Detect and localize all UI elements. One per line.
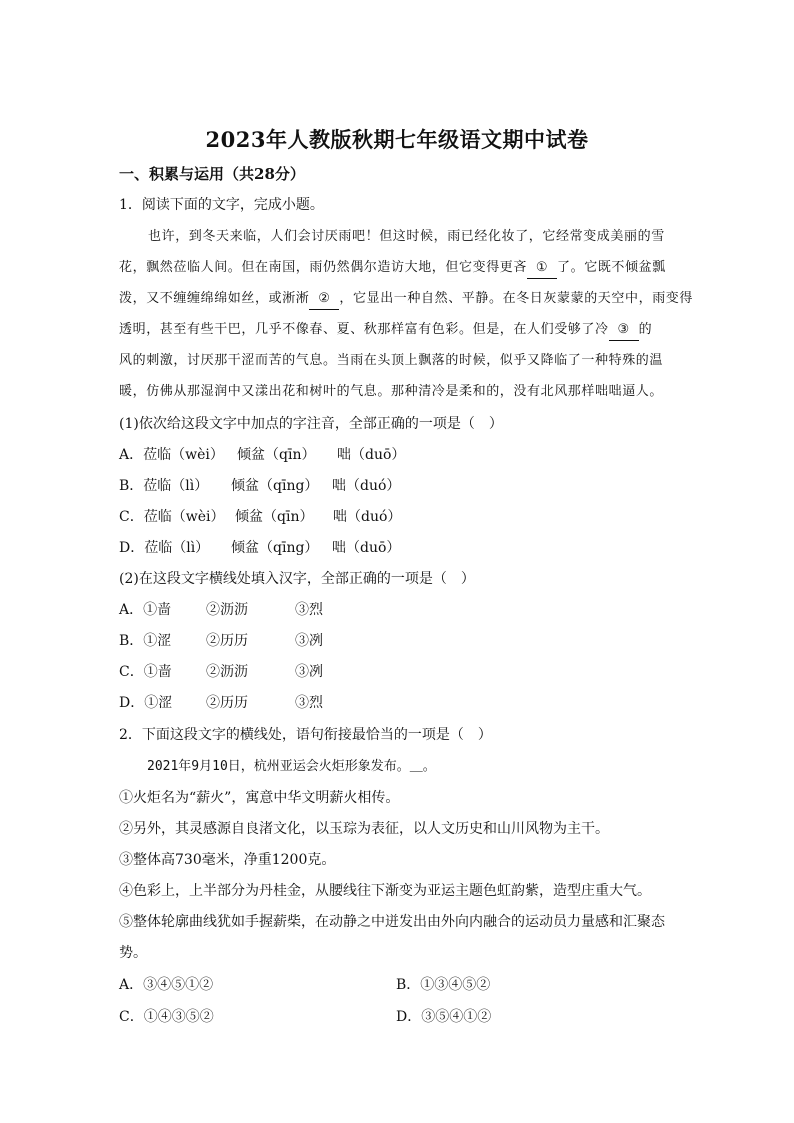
answer-option-c[interactable]: C．①④③⑤② (119, 1009, 214, 1025)
option-part: 咄（duō） (337, 447, 406, 463)
option-part: D．①涩 (119, 695, 173, 711)
passage-text: 泼，又不缠缠绵绵如丝，或淅淅 (119, 291, 310, 306)
answer-option[interactable] (119, 600, 323, 620)
answer-option[interactable] (119, 631, 323, 651)
option-part: ③烈 (295, 602, 323, 618)
sentence-item: ④色彩上，上半部分为丹桂金，从腰线往下渐变为亚运主题色虹韵紫，造型庄重大气。 (119, 883, 651, 899)
option-part: 倾盆（qīng） (231, 478, 319, 494)
answer-option-b[interactable]: B．①③④⑤② (396, 977, 491, 993)
sentence-item: ③整体高730毫米，净重1200克。 (119, 852, 336, 868)
sentence-item: ②另外，其灵感源自良渚文化，以玉琮为表征，以人文历史和山川风物为主干。 (119, 821, 609, 837)
passage-line (119, 289, 693, 310)
answer-option[interactable] (119, 476, 400, 496)
answer-option-d[interactable]: D．③⑤④①② (396, 1009, 492, 1025)
passage-text: 的 (638, 322, 653, 337)
option-part: ③冽 (295, 664, 323, 680)
passage-line: 暖，仿佛从那湿润中又漾出花和树叶的气息。那种清冷是柔和的，没有北风那样咄咄逼人。 (119, 384, 664, 399)
option-part: 倾盆（qīn） (237, 447, 316, 463)
passage-text: 透明，甚至有些干巴，几乎不像春、夏、秋那样富有色彩。但是，在人们受够了冷 (119, 322, 609, 337)
option-part: A．莅临（wèi） (119, 447, 224, 463)
sentence-item: ①火炬名为“薪火”，寓意中华文明薪火相传。 (119, 790, 400, 806)
passage-line: 也许，到冬天来临，人们会讨厌雨吧！但这时候，雨已经化妆了，它经常变成美丽的雪 (148, 229, 665, 244)
passage-line (119, 320, 652, 341)
answer-option[interactable] (119, 507, 401, 527)
option-part: 咄（duō） (332, 540, 401, 556)
blank-1: ① (527, 258, 557, 279)
option-part: 咄（duó） (333, 509, 402, 525)
option-part: B．①涩 (119, 633, 172, 649)
option-part: ②历历 (206, 633, 248, 649)
sentence-item: 势。 (119, 945, 147, 961)
section-heading: 一、积累与运用（共28分） (119, 165, 305, 183)
answer-option[interactable] (119, 662, 323, 682)
answer-option[interactable] (119, 445, 405, 465)
answer-option[interactable] (119, 693, 323, 713)
blank-2: ② (309, 289, 339, 310)
option-part: 倾盆（qīn） (235, 509, 314, 525)
sub-question-2-stem: (2)在这段文字横线处填入汉字，全部正确的一项是（ ） (119, 571, 475, 587)
option-part: 倾盆（qīng） (231, 540, 319, 556)
option-part: 咄（duó） (332, 478, 401, 494)
passage-text: 花，飘然莅临人间。但在南国，雨仍然偶尔造访大地，但它变得更吝 (119, 260, 528, 275)
sub-question-1-stem: (1)依次给这段文字中加点的字注音，全部正确的一项是（ ） (119, 416, 503, 432)
option-part: ②沥沥 (206, 602, 248, 618)
question-2-stem: 2．下面这段文字的横线处，语句衔接最恰当的一项是（ ） (119, 727, 492, 743)
option-part: ②沥沥 (206, 664, 248, 680)
option-part: ③冽 (295, 633, 323, 649)
question-2-lead: 2021年9月10日，杭州亚运会火炬形象发布。＿。 (147, 759, 436, 774)
answer-option[interactable] (119, 538, 400, 558)
blank-3: ③ (609, 320, 639, 341)
option-part: B．莅临（lì） (119, 478, 209, 494)
question-1-stem: 1．阅读下面的文字，完成小题。 (119, 197, 324, 213)
passage-text: 了。它既不倾盆瓢 (557, 260, 666, 275)
sentence-item: ⑤整体轮廓曲线犹如手握薪柴，在动静之中迸发出由外向内融合的运动员力量感和汇聚态 (119, 914, 665, 930)
option-part: C．①啬 (119, 664, 172, 680)
option-part: ②历历 (206, 695, 248, 711)
option-part: A．①啬 (119, 602, 172, 618)
passage-line: 风的刺激，讨厌那干涩而苦的气息。当雨在头顶上飘落的时候，似乎又降临了一种特殊的温 (119, 353, 664, 368)
passage-line (119, 258, 666, 279)
option-part: ③烈 (295, 695, 323, 711)
answer-option-a[interactable]: A．③④⑤①② (119, 977, 214, 993)
passage-text: ，它显出一种自然、平静。在冬日灰蒙蒙的天空中，雨变得 (339, 291, 694, 306)
page-title: 2023年人教版秋期七年级语文期中试卷 (205, 127, 589, 152)
option-part: C．莅临（wèi） (119, 509, 225, 525)
option-part: D．莅临（lì） (119, 540, 210, 556)
